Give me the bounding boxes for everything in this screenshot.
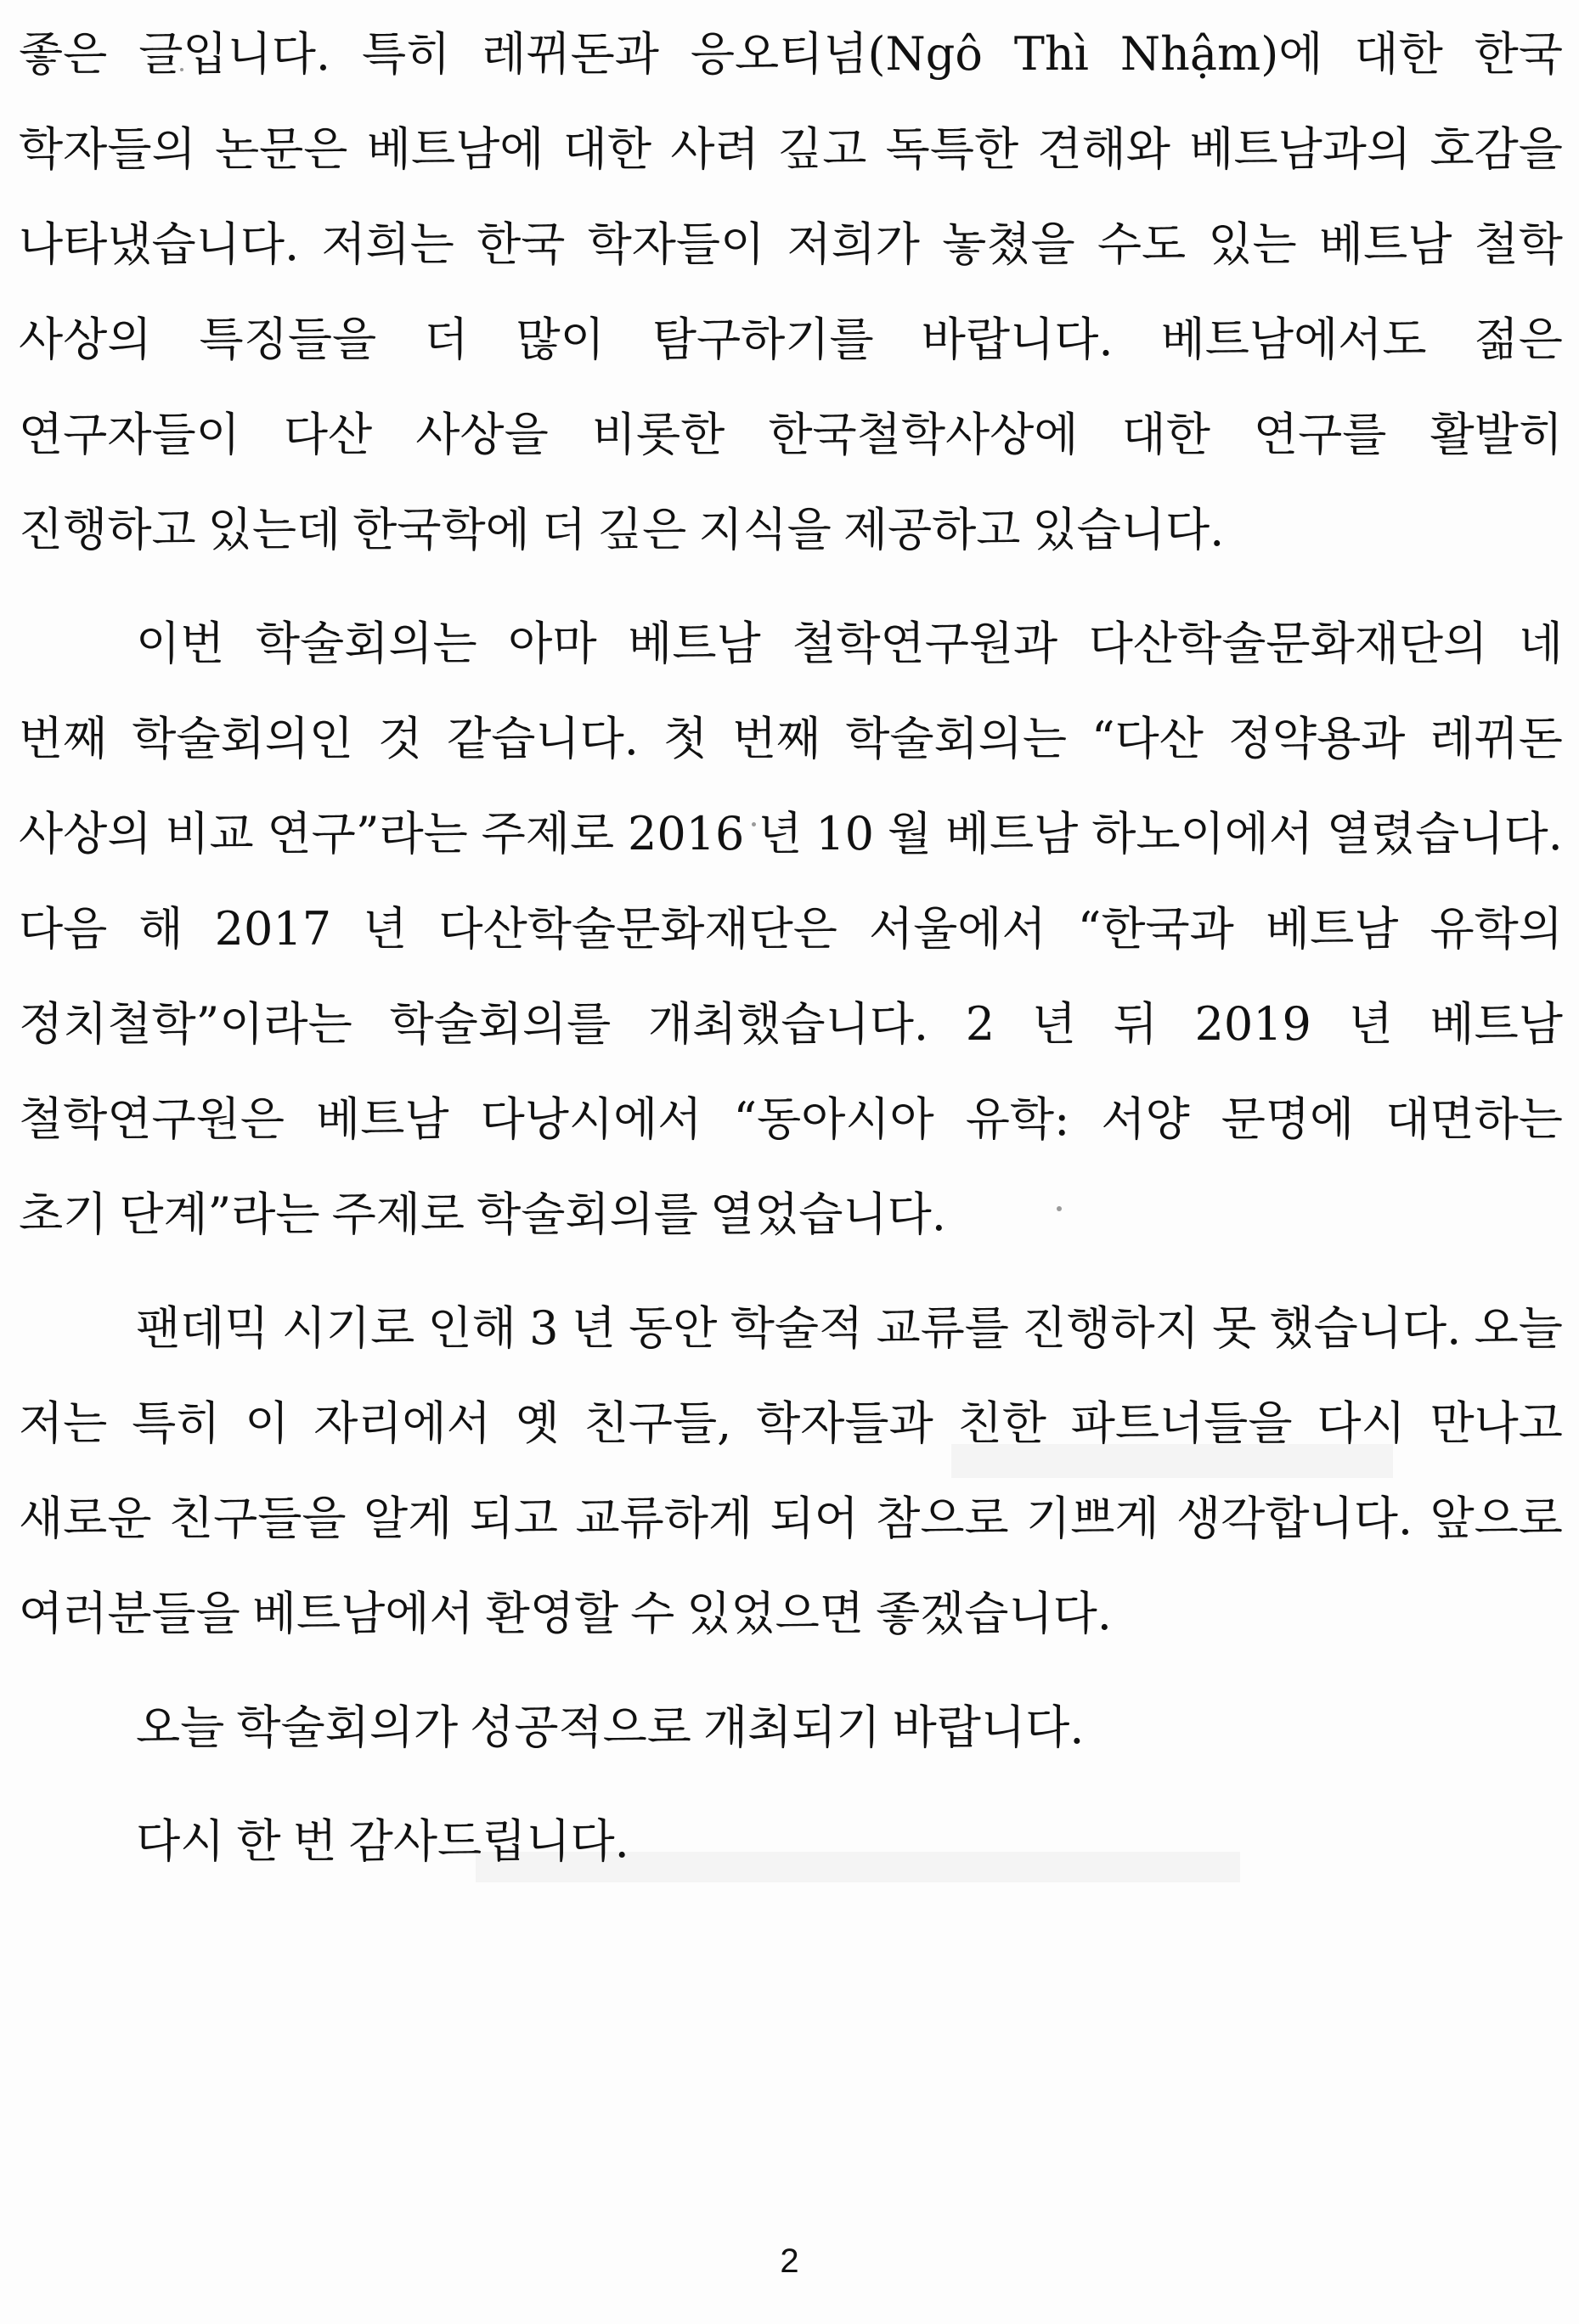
word: 탐구하기를	[651, 313, 874, 366]
text-line	[19, 882, 1563, 977]
word: 서울에서	[868, 902, 1046, 956]
word: 되어	[770, 1492, 859, 1545]
word: “한국과	[1077, 902, 1234, 956]
word: “다산	[1091, 712, 1204, 765]
word: 응오티넘(Ngô	[690, 27, 983, 81]
word: 다산학술문화재단은	[438, 902, 837, 956]
word: 비교	[165, 807, 254, 860]
text-line	[19, 7, 1563, 102]
paragraph	[19, 7, 1563, 578]
word: 지식을	[698, 503, 832, 556]
word: 진행하지	[1022, 1301, 1199, 1355]
word: 알게	[363, 1492, 453, 1545]
word: 친한	[957, 1396, 1046, 1450]
word: 특징들을	[199, 313, 377, 366]
text-line	[19, 197, 1563, 292]
word: 호감을	[1430, 122, 1563, 176]
word: 있는	[1208, 217, 1297, 271]
word: 3	[529, 1301, 559, 1355]
word: 년	[363, 902, 408, 956]
word: 활발히	[1430, 408, 1563, 461]
word: 사려	[670, 122, 759, 176]
word: 연구자들이	[19, 408, 240, 461]
word: 특히	[362, 27, 451, 81]
word: 학술회의를	[477, 1187, 698, 1241]
word: 환영할	[485, 1587, 619, 1640]
text-line	[19, 977, 1563, 1072]
word: 사상의	[19, 807, 152, 860]
word: 열었습니다.	[709, 1187, 946, 1241]
word: 대한	[1354, 27, 1443, 81]
word: Thì	[1013, 27, 1089, 81]
word: 베트남	[628, 617, 761, 670]
text-line	[19, 1281, 1563, 1376]
word: 서양	[1101, 1092, 1190, 1146]
text-line	[19, 787, 1563, 882]
word: 레뀌돈과	[482, 27, 659, 81]
word: 더	[424, 313, 469, 366]
paragraph	[19, 596, 1563, 1262]
paragraph	[19, 1281, 1563, 1661]
text-line	[19, 1471, 1563, 1566]
word: 2019	[1194, 997, 1311, 1051]
word: 인해	[427, 1301, 516, 1355]
word: 개최되기	[702, 1701, 881, 1754]
paragraph-gap	[19, 1775, 1563, 1794]
word: 했습니다.	[1269, 1301, 1462, 1355]
word: 이	[245, 1396, 290, 1450]
word: 새로운	[19, 1492, 152, 1545]
word: 나타냈습니다.	[19, 217, 300, 271]
word: 파트너들을	[1070, 1396, 1293, 1450]
word: 생각합니다.	[1176, 1492, 1413, 1545]
word: 연구”라는	[267, 807, 468, 860]
word: 문명에	[1221, 1092, 1355, 1146]
word: 하노이에서	[1091, 807, 1314, 860]
word: 유학:	[965, 1092, 1070, 1146]
word: 바랍니다.	[892, 1701, 1085, 1754]
text-line	[19, 691, 1563, 787]
word: 2	[965, 997, 995, 1051]
word: 대면하는	[1385, 1092, 1563, 1146]
word: 젊은	[1474, 313, 1563, 366]
word: 년	[571, 1301, 616, 1355]
text-line	[19, 387, 1563, 482]
word: 못	[1212, 1301, 1257, 1355]
word: 베트남에	[366, 122, 544, 176]
text-line	[19, 102, 1563, 197]
word: 다산학술문화재단의	[1088, 617, 1488, 670]
body-text	[19, 7, 1563, 1889]
word: 수도	[1097, 217, 1187, 271]
word: 정약용과	[1227, 712, 1406, 765]
word: 다음	[19, 902, 108, 956]
word: 사상의	[19, 313, 152, 366]
word: 한국	[1474, 27, 1563, 81]
word: 대한	[1121, 408, 1210, 461]
word: 유학의	[1430, 902, 1563, 956]
text-line	[19, 1167, 1563, 1262]
word: 사상을	[415, 408, 549, 461]
word: 철학	[1474, 217, 1563, 271]
word: “동아시아	[733, 1092, 934, 1146]
word: 학자들이	[587, 217, 765, 271]
word: 제공하고	[843, 503, 1021, 556]
word: Nhậm)에	[1119, 27, 1323, 81]
word: 학술회의가	[236, 1701, 459, 1754]
word: 연구를	[1253, 408, 1387, 461]
word: 번째	[731, 712, 821, 765]
word: 있습니다.	[1032, 503, 1225, 556]
word: 정치철학”이라는	[19, 997, 352, 1051]
word: 친구들을	[168, 1492, 347, 1545]
word: 뒤	[1113, 997, 1158, 1051]
word: 레뀌돈	[1430, 712, 1563, 765]
word: 글입니다.	[138, 27, 331, 81]
word: 10	[815, 807, 874, 860]
word: 특히	[132, 1396, 221, 1450]
word: 철학연구원은	[19, 1092, 285, 1146]
word: 논문은	[214, 122, 348, 176]
word: 동안	[629, 1301, 718, 1355]
text-line	[19, 1680, 1563, 1775]
paragraph-gap	[19, 1661, 1563, 1680]
word: 좋겠습니다.	[875, 1587, 1112, 1640]
word: 같습니다.	[447, 712, 639, 765]
word: 한국	[477, 217, 566, 271]
word: 이번	[136, 617, 225, 670]
word: 오늘	[136, 1701, 225, 1754]
word: 좋은	[19, 27, 108, 81]
word: 번	[292, 1814, 337, 1868]
word: 있었으면	[686, 1587, 864, 1640]
word: 번째	[19, 712, 108, 765]
word: 개최했습니다.	[647, 997, 929, 1051]
word: 깊고	[778, 122, 867, 176]
word: 한	[236, 1814, 281, 1868]
text-line	[19, 1072, 1563, 1167]
word: 감사드립니다.	[348, 1814, 629, 1868]
word: 옛	[515, 1396, 560, 1450]
word: 참으로	[876, 1492, 1009, 1545]
word: 팬데믹	[136, 1301, 269, 1355]
word: 다시	[136, 1814, 225, 1868]
word: 초기	[19, 1187, 108, 1241]
word: 것	[378, 712, 423, 765]
word: 학자들과	[756, 1396, 933, 1450]
word: 바랍니다.	[921, 313, 1114, 366]
word: 주제로	[481, 807, 615, 860]
word: 베트남에서	[251, 1587, 474, 1640]
word: 더	[541, 503, 586, 556]
word: 견해와	[1037, 122, 1170, 176]
word: 네	[1518, 617, 1563, 670]
text-line	[19, 1376, 1563, 1471]
word: 베트남	[1430, 997, 1563, 1051]
word: 만나고	[1430, 1396, 1563, 1450]
word: 년	[1031, 997, 1076, 1051]
word: 한국학에	[352, 503, 530, 556]
word: 많이	[516, 313, 605, 366]
text-line	[19, 1794, 1563, 1889]
paragraph	[19, 1794, 1563, 1889]
word: 학술회의는	[255, 617, 477, 670]
word: 놓쳤을	[942, 217, 1075, 271]
word: 베트남	[1318, 217, 1452, 271]
word: 베트남과의	[1189, 122, 1412, 176]
word: 저희는	[321, 217, 454, 271]
word: 베트남	[945, 807, 1079, 860]
word: 독특한	[885, 122, 1019, 176]
word: 다낭시에서	[480, 1092, 702, 1146]
word: 2016	[627, 807, 745, 860]
word: 해	[138, 902, 183, 956]
word: 다산	[283, 408, 373, 461]
word: 시기로	[281, 1301, 415, 1355]
page-number: 2	[780, 2242, 799, 2280]
text-line	[19, 482, 1563, 578]
word: 깊은	[597, 503, 687, 556]
paragraph-gap	[19, 578, 1563, 596]
text-line	[19, 1566, 1563, 1661]
word: 학술회의는	[845, 712, 1068, 765]
word: 있는데	[207, 503, 341, 556]
word: 학술적	[730, 1301, 864, 1355]
word: 교류를	[876, 1301, 1009, 1355]
word: 저는	[19, 1396, 108, 1450]
word: 베트남	[316, 1092, 449, 1146]
word: 학술회의를	[389, 997, 612, 1051]
word: 성공적으로	[470, 1701, 691, 1754]
word: 학자들의	[19, 122, 196, 176]
word: 베트남	[1265, 902, 1399, 956]
word: 자리에서	[313, 1396, 491, 1450]
word: 주제로	[331, 1187, 465, 1241]
word: 한국철학사상에	[768, 408, 1079, 461]
word: 여러분들을	[19, 1587, 240, 1640]
word: 되고	[469, 1492, 559, 1545]
text-line	[19, 292, 1563, 387]
word: 베트남에서도	[1160, 313, 1427, 366]
word: 기쁘게	[1026, 1492, 1159, 1545]
word: 년	[1348, 997, 1393, 1051]
text-line	[19, 596, 1563, 691]
word: 오늘	[1474, 1301, 1563, 1355]
word: 학술회의인	[132, 712, 354, 765]
word: 단계”라는	[119, 1187, 320, 1241]
paragraph-gap	[19, 1262, 1563, 1281]
paragraph	[19, 1680, 1563, 1775]
word: 2017	[214, 902, 332, 956]
word: 다시	[1317, 1396, 1406, 1450]
word: 대한	[562, 122, 652, 176]
word: 앞으로	[1430, 1492, 1563, 1545]
word: 교류하게	[575, 1492, 753, 1545]
word: 저희가	[787, 217, 920, 271]
word: 열렸습니다.	[1326, 807, 1563, 860]
word: 진행하고	[19, 503, 196, 556]
word: 철학연구원과	[792, 617, 1058, 670]
word: 친구들,	[584, 1396, 732, 1450]
word: 아마	[508, 617, 597, 670]
word: 첫	[663, 712, 708, 765]
word: 년	[758, 807, 803, 860]
word: 비롯한	[591, 408, 725, 461]
word: 월	[887, 807, 932, 860]
word: 수	[630, 1587, 675, 1640]
